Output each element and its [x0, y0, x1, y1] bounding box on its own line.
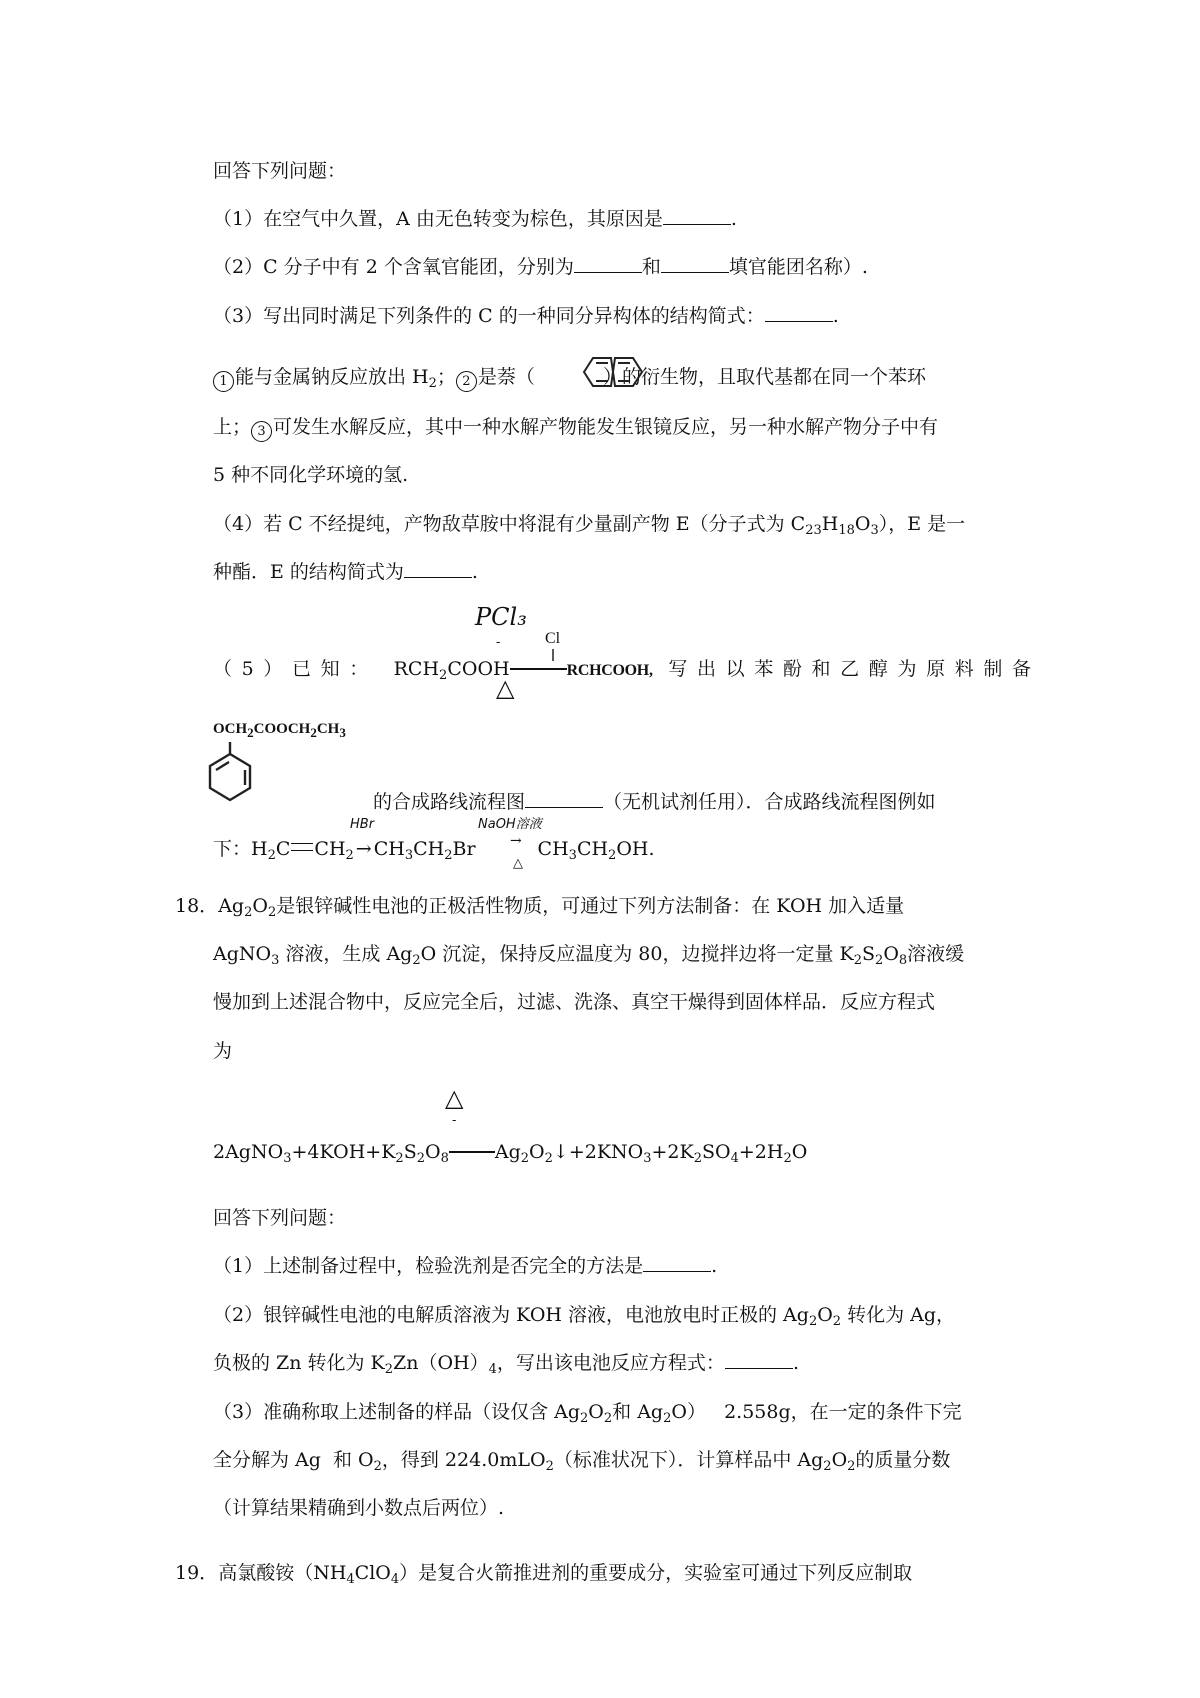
- heat-triangle-icon: △: [513, 856, 523, 871]
- q18-part1: （1）上述制备过程中，检验洗剂是否完全的方法是 .: [213, 1255, 718, 1277]
- q18-line1: 18．$Ag_2O_2$是银锌碱性电池的正极活性物质，可通过下列方法制备：在 KOH 加入适量: [175, 895, 905, 920]
- example-arrow1-label: HBr: [350, 817, 375, 832]
- circled-number: 1: [213, 371, 234, 392]
- answer-blank[interactable]: [525, 806, 603, 808]
- product-cl-label: Cl: [545, 630, 561, 647]
- answer-blank[interactable]: [574, 271, 642, 273]
- q17-part1: （1）在空气中久置，A 由无色转变为棕色，其原因是 .: [213, 208, 737, 230]
- circled-number: 2: [456, 371, 477, 392]
- q17-part3: （3）写出同时满足下列条件的 C 的一种同分异构体的结构简式： .: [213, 305, 839, 327]
- reagent-label: PCl₃: [475, 603, 527, 631]
- q17-condition-line-2: 上； 3 可发生水解反应，其中一种水解产物能发生银镜反应，另一种水解产物分子中有: [213, 418, 938, 442]
- answer-blank[interactable]: [661, 271, 729, 273]
- q17-part2: （2）C 分子中有 2 个含氧官能团，分别为 和 填官能团名称）.: [213, 256, 868, 278]
- q18-line3: 慢加到上述混合物中，反应完全后，过滤、洗涤、真空干燥得到固体样品．反应方程式: [213, 991, 936, 1013]
- q17-part5-line1: （5）已知： $RCH_2COOH$ RCHCOOH, 写出以苯酚和乙醇为原料制备: [213, 658, 1031, 683]
- q18-part3-line2: 全分解为 Ag 和 $O_2$，得到 224.0mLO$_2$（标准状况下）．计算样品中 $Ag_2O_2$的质量分数: [213, 1449, 951, 1474]
- example-arrow2-label: NaOH溶液: [478, 817, 542, 832]
- heat-triangle-icon: △: [496, 674, 515, 702]
- q19-line1: 19．高氯酸铵$(NH_4ClO_4)$是复合火箭推进剂的重要成分，实验室可通过下列反应制取: [175, 1562, 913, 1587]
- answer-blank[interactable]: [765, 320, 833, 322]
- q18-line4: 为: [213, 1040, 233, 1062]
- equation-line: [449, 1151, 495, 1153]
- q18-part2-line1: （2）银锌碱性电池的电解质溶液为 KOH 溶液，电池放电时正极的 $Ag_2O_2$ 转化为 Ag，: [213, 1304, 956, 1329]
- reagent-dash: -: [496, 635, 501, 650]
- example-arrow2: →: [510, 833, 522, 849]
- q17-condition-line-1: 1 能与金属钠反应放出 $H_2$； 2 是萘（ ）的衍生物，且取代基都在同一个苯环: [213, 368, 926, 392]
- arrow-icon: →: [355, 838, 372, 860]
- q18-intro: 回答下列问题：: [213, 1207, 347, 1229]
- equation-dash: -: [452, 1113, 457, 1128]
- target-molecule-formula: $OCH_2COOCH_2CH_3$: [213, 721, 346, 740]
- q17-example-route: 下：$H_2C$ $CH_2 \to CH_3CH_2Br$ $CH_3CH_2OH$.: [213, 838, 655, 863]
- benzene-ring-icon: [208, 742, 268, 806]
- circled-number: 3: [251, 421, 272, 442]
- q17-condition-line-3: 5 种不同化学环境的氢.: [213, 464, 409, 486]
- q18-line2: AgNO$_3$ 溶液，生成 $Ag_2O$ 沉淀，保持反应温度为 80，边搅拌边将一定量 $K_2S_2O_8$溶液缓: [213, 943, 965, 968]
- q18-equation: $2AgNO_3+4KOH+K_2S_2O_8$ $Ag_2O_2↓+2KNO_3+2K_2SO_4+2H_2O$: [213, 1141, 808, 1166]
- answer-blank[interactable]: [663, 223, 731, 225]
- answer-blank[interactable]: [725, 1367, 793, 1369]
- heat-triangle-icon: △: [445, 1084, 464, 1112]
- q17-part4-line1: （4）若 C 不经提纯，产物敌草胺中将混有少量副产物 E（分子式为 $C_{23}H_{18}O_3$），E 是一: [213, 513, 966, 538]
- double-bond: [291, 843, 313, 851]
- reaction-arrow-line: [510, 668, 567, 670]
- answer-blank[interactable]: [404, 576, 472, 578]
- q17-part5-line2: 的合成路线流程图 （无机试剂任用）．合成路线流程图例如: [373, 791, 936, 813]
- q18-part2-line2: 负极的 Zn 转化为 $K_2Zn(OH)_4$，写出该电池反应方程式： .: [213, 1352, 799, 1377]
- q17-intro: 回答下列问题：: [213, 160, 347, 182]
- answer-blank[interactable]: [643, 1270, 711, 1272]
- naphthalene-structure-icon: [578, 352, 648, 392]
- q18-part3-line3: （计算结果精确到小数点后两位）.: [213, 1497, 505, 1519]
- q17-part4-line2: 种酯．E 的结构简式为 .: [213, 561, 478, 583]
- q18-part3-line1: （3）准确称取上述制备的样品（设仅含 $Ag_2O_2$和 $Ag_2O$） 2.558g，在一定的条件下完: [213, 1401, 962, 1426]
